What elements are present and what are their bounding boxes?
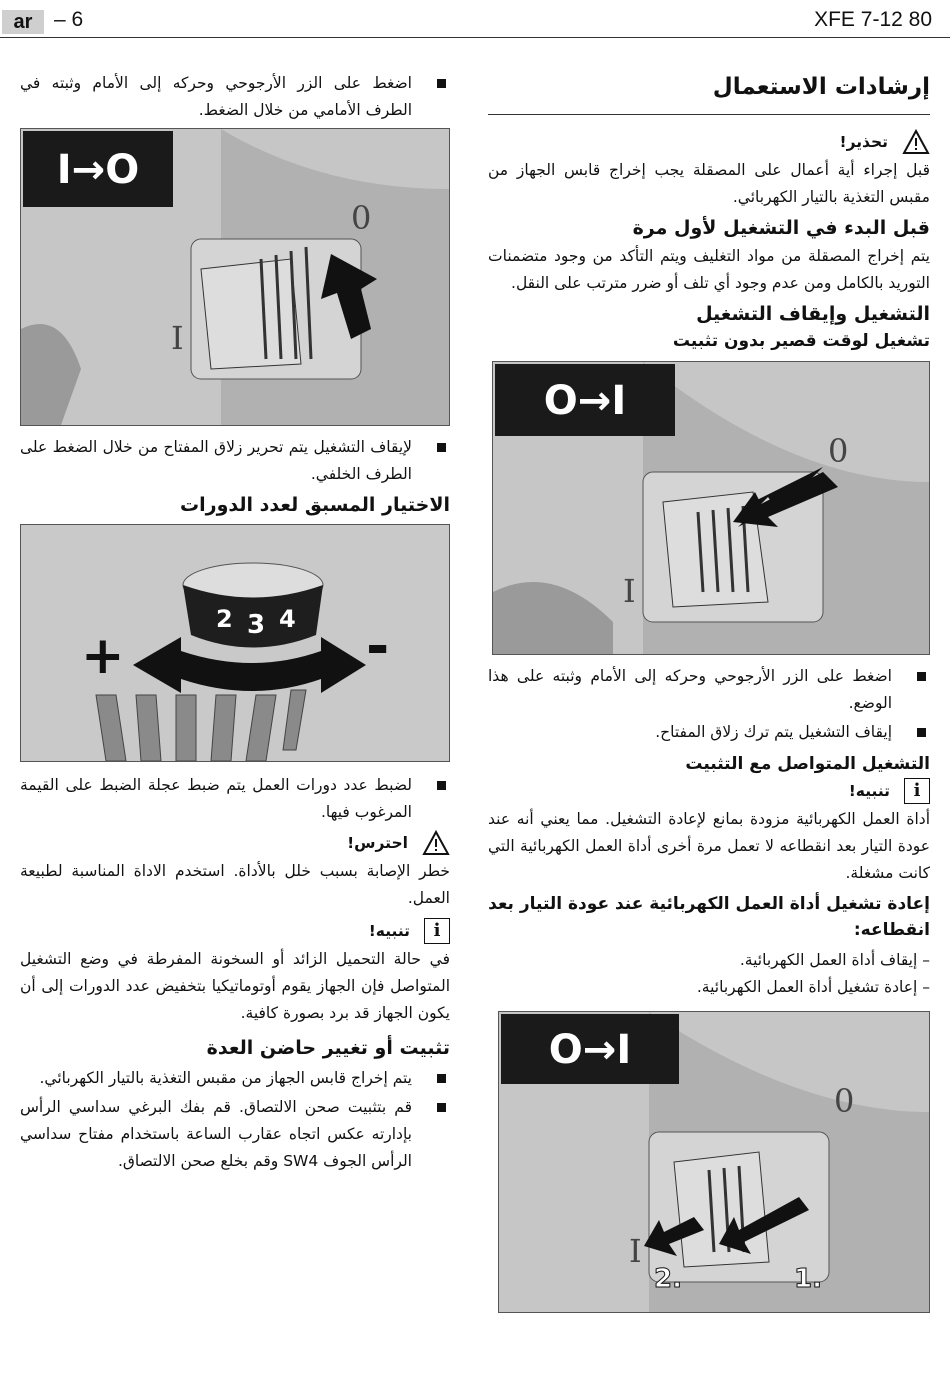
speed-preselect-title: الاختيار المسبق لعدد الدورات: [180, 494, 450, 516]
first-use-text: يتم إخراج المصقلة من مواد التغليف ويتم التأكد من وجود متضمنات التوريد بالكامل ومن عدم وجود أي تلف أو ضرر مترتب على النقل.: [488, 247, 930, 292]
list-item: يتم إخراج قابس الجهاز من مقبس التغذية بالتيار الكهربائي.: [20, 1065, 450, 1092]
first-use-title: قبل البدء في التشغيل لأول مرة: [632, 217, 930, 239]
bullet-square-icon: [437, 781, 446, 790]
list-item: لضبط عدد دورات العمل يتم ضبط عجلة الضبط على القيمة المرغوب فيها.: [20, 772, 450, 826]
svg-text:I: I: [171, 319, 184, 357]
left-column: [20, 70, 450, 1177]
warning-text: قبل إجراء أية أعمال على المصقلة يجب إخراج قابس الجهاز من مقبس التغذية بالتيار الكهربائي.: [488, 161, 930, 206]
caution-label: احترس!: [347, 834, 408, 852]
bullet-square-icon: [917, 672, 926, 681]
header-rule: [0, 37, 950, 38]
note-label: تنبيه!: [368, 922, 410, 940]
continuous-title: التشغيل المتواصل مع التثبيت: [685, 754, 930, 774]
info-icon: i: [904, 778, 930, 804]
list-item: لإيقاف التشغيل يتم تحرير زلاق المفتاح من خلال الضغط على الطرف الخلفي.: [20, 434, 450, 488]
switch-title: التشغيل وإيقاف التشغيل: [696, 303, 930, 325]
list-item: إيقاف التشغيل يتم ترك زلاق المفتاح.: [488, 719, 930, 746]
page-header: [0, 0, 950, 40]
language-badge: ar: [2, 10, 44, 34]
note-text: في حالة التحميل الزائد أو السخونة المفرطة في وضع التشغيل المتواصل فإن الجهاز يقوم أوتوماتيكيا بتخفيض عدد الدورات إلى أن يكون الجهاز قد برد بصورة كافية.: [20, 950, 450, 1022]
switch-symbol-text: I→O: [56, 147, 140, 193]
plus-sign: +: [81, 626, 125, 686]
right-column: [488, 70, 930, 1313]
bullet-square-icon: [437, 443, 446, 452]
caution-triangle-icon: [422, 830, 450, 856]
dial-number-4: 4: [279, 605, 296, 633]
bullet-square-icon: [917, 728, 926, 737]
svg-text:I: I: [623, 572, 636, 610]
restart-title: إعادة تشغيل أداة العمل الكهربائية عند عودة التيار بعد انقطاعه:: [488, 894, 930, 940]
note-text: أداة العمل الكهربائية مزودة بمانع لإعادة التشغيل. مما يعني أنه عند عودة التيار بعد انقطاعه لا تعمل مرة أخرى أداة العمل الكهربائية التي كانت مشغلة.: [488, 810, 930, 882]
svg-text:0: 0: [351, 199, 372, 237]
speed-dial-figure: [20, 524, 450, 762]
list-item: – إيقاف أداة العمل الكهربائية.: [739, 951, 930, 969]
bullet-square-icon: [437, 1074, 446, 1083]
tool-holder-title: تثبيت أو تغيير حاضن العدة: [206, 1037, 450, 1059]
list-item: اضغط على الزر الأرجوحي وحركه إلى الأمام وثبته على هذا الوضع.: [488, 663, 930, 717]
step-1-label: 1.: [794, 1264, 822, 1294]
switch-on-figure: [492, 361, 930, 655]
bullet-square-icon: [437, 1103, 446, 1112]
minus-sign: -: [366, 614, 390, 679]
warning-heading: [488, 129, 930, 155]
caution-heading: [20, 830, 450, 856]
svg-text:0: 0: [834, 1082, 855, 1120]
switch-lock-figure: [498, 1011, 930, 1313]
svg-text:I: I: [629, 1232, 642, 1270]
dial-number-2: 2: [216, 605, 233, 633]
switch-off-figure: [20, 128, 450, 426]
short-operation-title: تشغيل لوقت قصير بدون تثبيت: [672, 331, 930, 351]
warning-triangle-icon: [902, 129, 930, 155]
switch-symbol-text: O→I: [543, 378, 627, 424]
list-item: اضغط على الزر الأرجوحي وحركه إلى الأمام وثبته في الطرف الأمامي من خلال الضغط.: [20, 70, 450, 124]
caution-text: خطر الإصابة بسبب خلل بالأداة. استخدم الاداة المناسبة لطبيعة العمل.: [20, 862, 450, 907]
page-number: – 6: [54, 8, 84, 31]
step-2-label: 2.: [654, 1264, 682, 1294]
warning-label: تحذير!: [839, 133, 888, 151]
note-label: تنبيه!: [848, 782, 890, 800]
svg-text:0: 0: [828, 432, 849, 470]
switch-symbol-text: O→I: [548, 1027, 632, 1073]
dial-number-3: 3: [247, 610, 266, 640]
note-heading: [488, 778, 930, 804]
list-item: قم بتثبيت صحن الالتصاق. قم بفك البرغي سداسي الرأس بإدارته عكس اتجاه عقارب الساعة باستخدام مفتاح سداسي الرأس الجوف SW4 وقم بخلع صحن الالتصاق.: [20, 1094, 450, 1175]
model-name: XFE 7-12 80: [814, 8, 932, 31]
note-heading: [20, 918, 450, 944]
info-icon: i: [424, 918, 450, 944]
section-title-instructions: إرشادات الاستعمال: [488, 74, 930, 115]
bullet-square-icon: [437, 79, 446, 88]
list-item: – إعادة تشغيل أداة العمل الكهربائية.: [696, 978, 930, 996]
